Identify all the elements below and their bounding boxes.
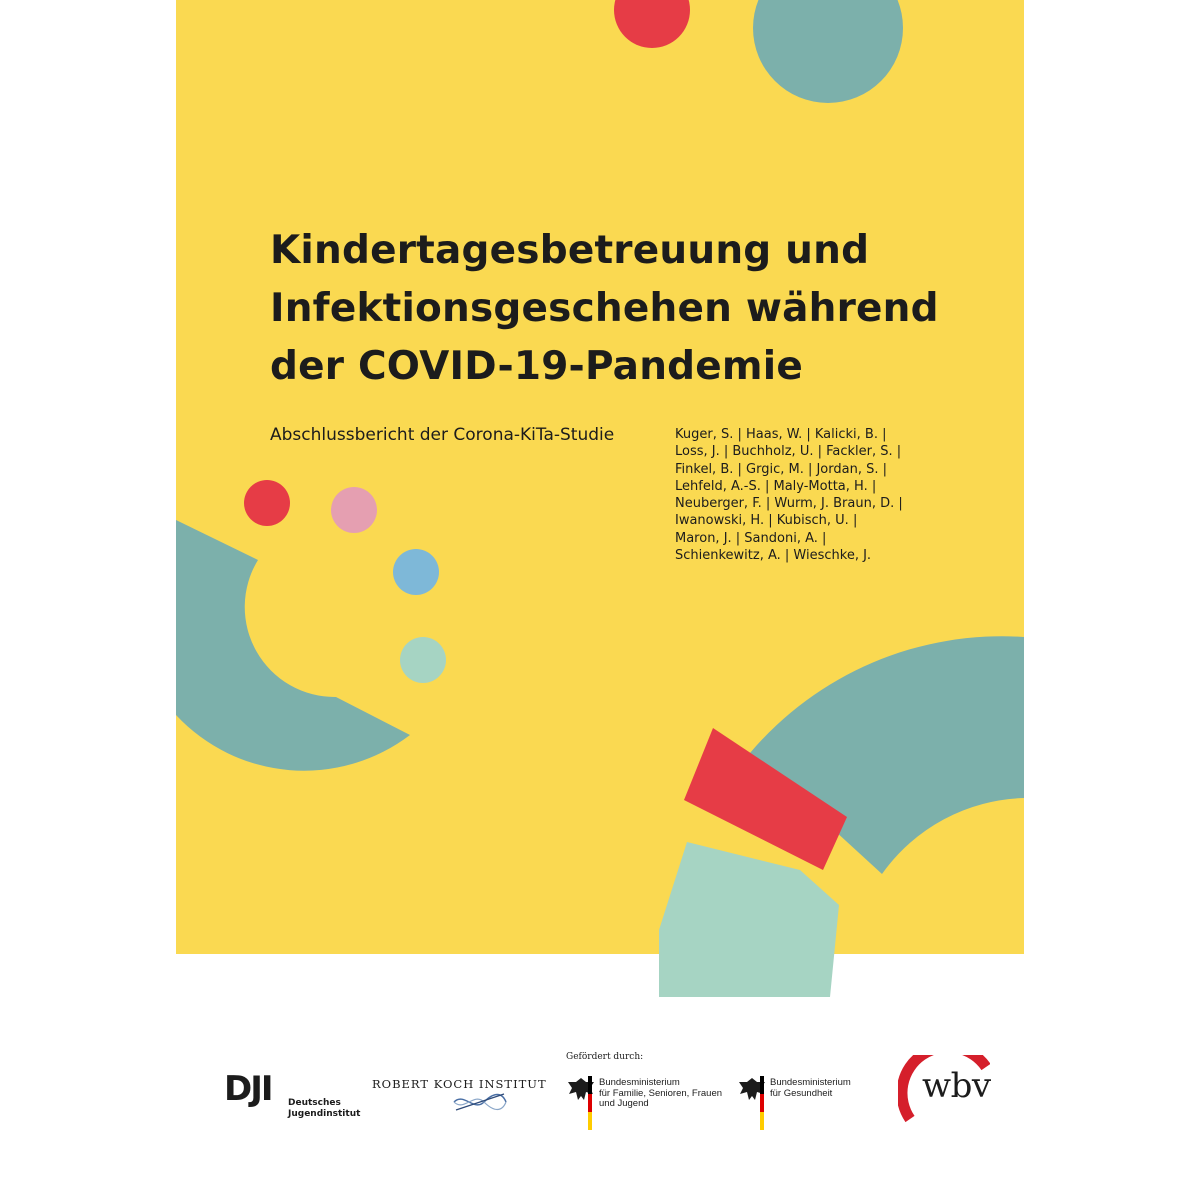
- ministry-health-name: [770, 1078, 851, 1099]
- dji-name-line: Jugendinstitut: [288, 1109, 361, 1119]
- dji-name: [288, 1098, 360, 1120]
- author-line: Schienkewitz, A. | Wieschke, J.: [675, 548, 872, 564]
- dji-name-line: Deutsches: [288, 1098, 341, 1108]
- ministry-line: Bundesministerium: [599, 1077, 680, 1088]
- flag-icon: [760, 1076, 765, 1130]
- author-line: Maron, J. | Sandoni, A. |: [675, 530, 827, 546]
- teal-ring-left: [176, 520, 410, 771]
- title-line: Kindertagesbetreuung und: [270, 228, 870, 273]
- teal-circle-top: [753, 0, 903, 103]
- snake-staff-icon: [452, 1090, 508, 1114]
- author-line: Neuberger, F. | Wurm, J. Braun, D. |: [675, 496, 903, 512]
- red-dot: [244, 480, 290, 526]
- author-line: Lehfeld, A.-S. | Maly-Motta, H. |: [675, 478, 877, 494]
- author-line: Loss, J. | Buchholz, U. | Fackler, S. |: [675, 444, 902, 460]
- wbv-logo-text: wbv: [922, 1066, 991, 1106]
- title-line: der COVID-19-Pandemie: [270, 344, 803, 389]
- ministry-line: Bundesministerium: [770, 1077, 851, 1088]
- mint-dot: [400, 637, 446, 683]
- mint-ring-piece: [659, 842, 839, 997]
- ministry-family-name: [599, 1078, 722, 1110]
- blue-dot: [393, 549, 439, 595]
- book-title: [270, 222, 990, 396]
- flag-icon: [588, 1076, 593, 1130]
- author-line: Iwanowski, H. | Kubisch, U. |: [675, 513, 858, 529]
- ministry-line: für Gesundheit: [770, 1087, 833, 1099]
- rki-logo-text: ROBERT KOCH INSTITUT: [372, 1077, 547, 1091]
- title-line: Infektionsgeschehen während: [270, 286, 939, 331]
- sponsor-label: Gefördert durch:: [566, 1052, 644, 1062]
- red-circle-top: [614, 0, 690, 48]
- book-subtitle: Abschlussbericht der Corona-KiTa-Studie: [270, 425, 615, 445]
- author-line: Kuger, S. | Haas, W. | Kalicki, B. |: [675, 427, 887, 442]
- author-list: [675, 426, 903, 564]
- dji-logo: DJI: [224, 1069, 272, 1109]
- author-line: Finkel, B. | Grgic, M. | Jordan, S. |: [675, 461, 887, 477]
- ministry-line: für Familie, Senioren, Frauen: [599, 1087, 723, 1099]
- pink-dot: [331, 487, 377, 533]
- ministry-line: und Jugend: [599, 1098, 649, 1109]
